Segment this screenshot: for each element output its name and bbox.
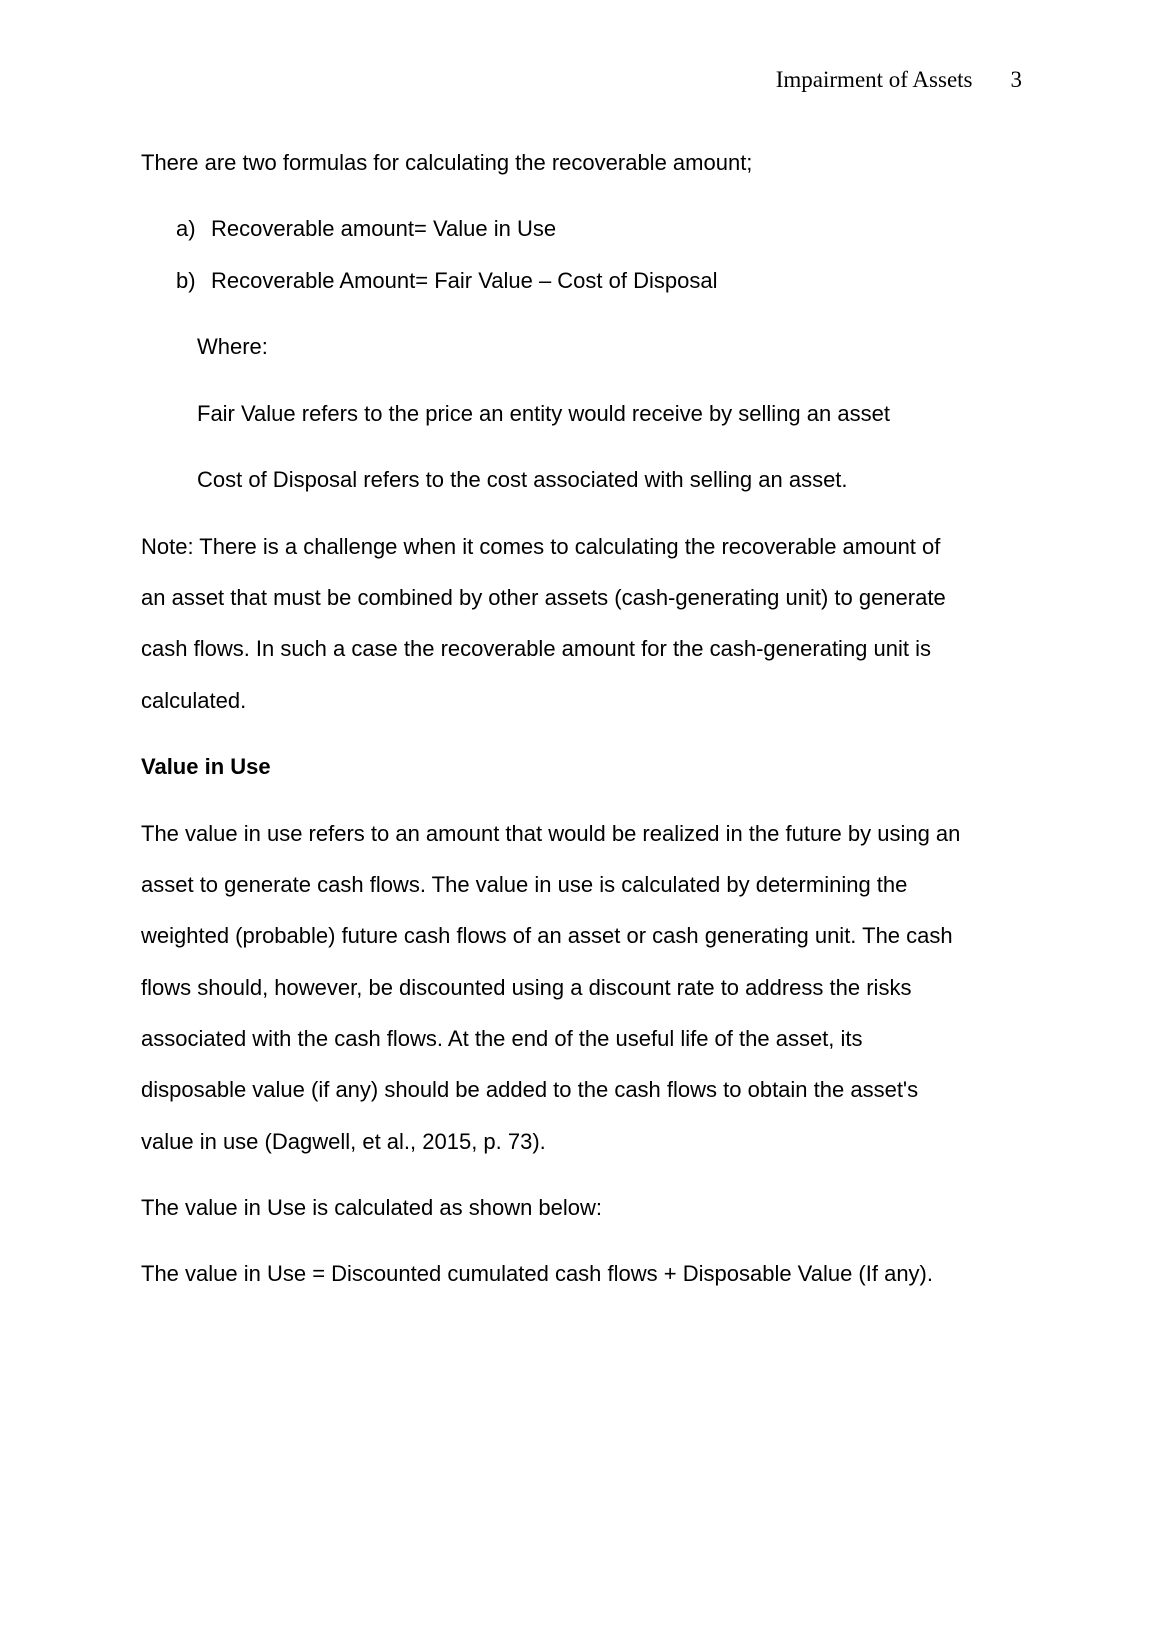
list-marker: a) [176, 216, 196, 241]
calculation-formula: The value in Use = Discounted cumulated cash flows + Disposable Value (If any). [141, 1261, 933, 1286]
section-heading: Value in Use [141, 754, 271, 779]
page-number: 3 [1010, 67, 1022, 92]
text-line: The value in use refers to an amount that would be realized in the future by using an [141, 821, 961, 846]
definition-cost-of-disposal: Cost of Disposal refers to the cost associated with selling an asset. [197, 467, 848, 492]
list-item-text: Recoverable Amount= Fair Value – Cost of Disposal [211, 268, 718, 293]
calculation-intro: The value in Use is calculated as shown below: [141, 1195, 603, 1220]
running-header [776, 66, 1022, 94]
intro-text: There are two formulas for calculating the recoverable amount; [141, 150, 753, 175]
list-marker: b) [176, 268, 196, 293]
text-line: Note: There is a challenge when it comes to calculating the recoverable amount of [141, 534, 941, 559]
text-line: asset to generate cash flows. The value in use is calculated by determining the [141, 872, 908, 897]
definition-fair-value: Fair Value refers to the price an entity would receive by selling an asset [197, 401, 890, 426]
text-line: cash flows. In such a case the recoverable amount for the cash-generating unit is [141, 636, 931, 661]
text-line: disposable value (if any) should be added to the cash flows to obtain the asset's [141, 1077, 919, 1102]
text-line: value in use (Dagwell, et al., 2015, p. 73). [141, 1129, 546, 1154]
list-item-text: Recoverable amount= Value in Use [211, 216, 557, 241]
where-label: Where: [197, 334, 268, 359]
text-line: an asset that must be combined by other assets (cash-generating unit) to generate [141, 585, 946, 610]
text-line: flows should, however, be discounted using a discount rate to address the risks [141, 975, 912, 1000]
text-line: calculated. [141, 688, 247, 713]
header-title: Impairment of Assets [775, 67, 973, 92]
text-line: associated with the cash flows. At the end of the useful life of the asset, its [141, 1026, 863, 1051]
text-line: weighted (probable) future cash flows of an asset or cash generating unit. The cash [141, 923, 953, 948]
